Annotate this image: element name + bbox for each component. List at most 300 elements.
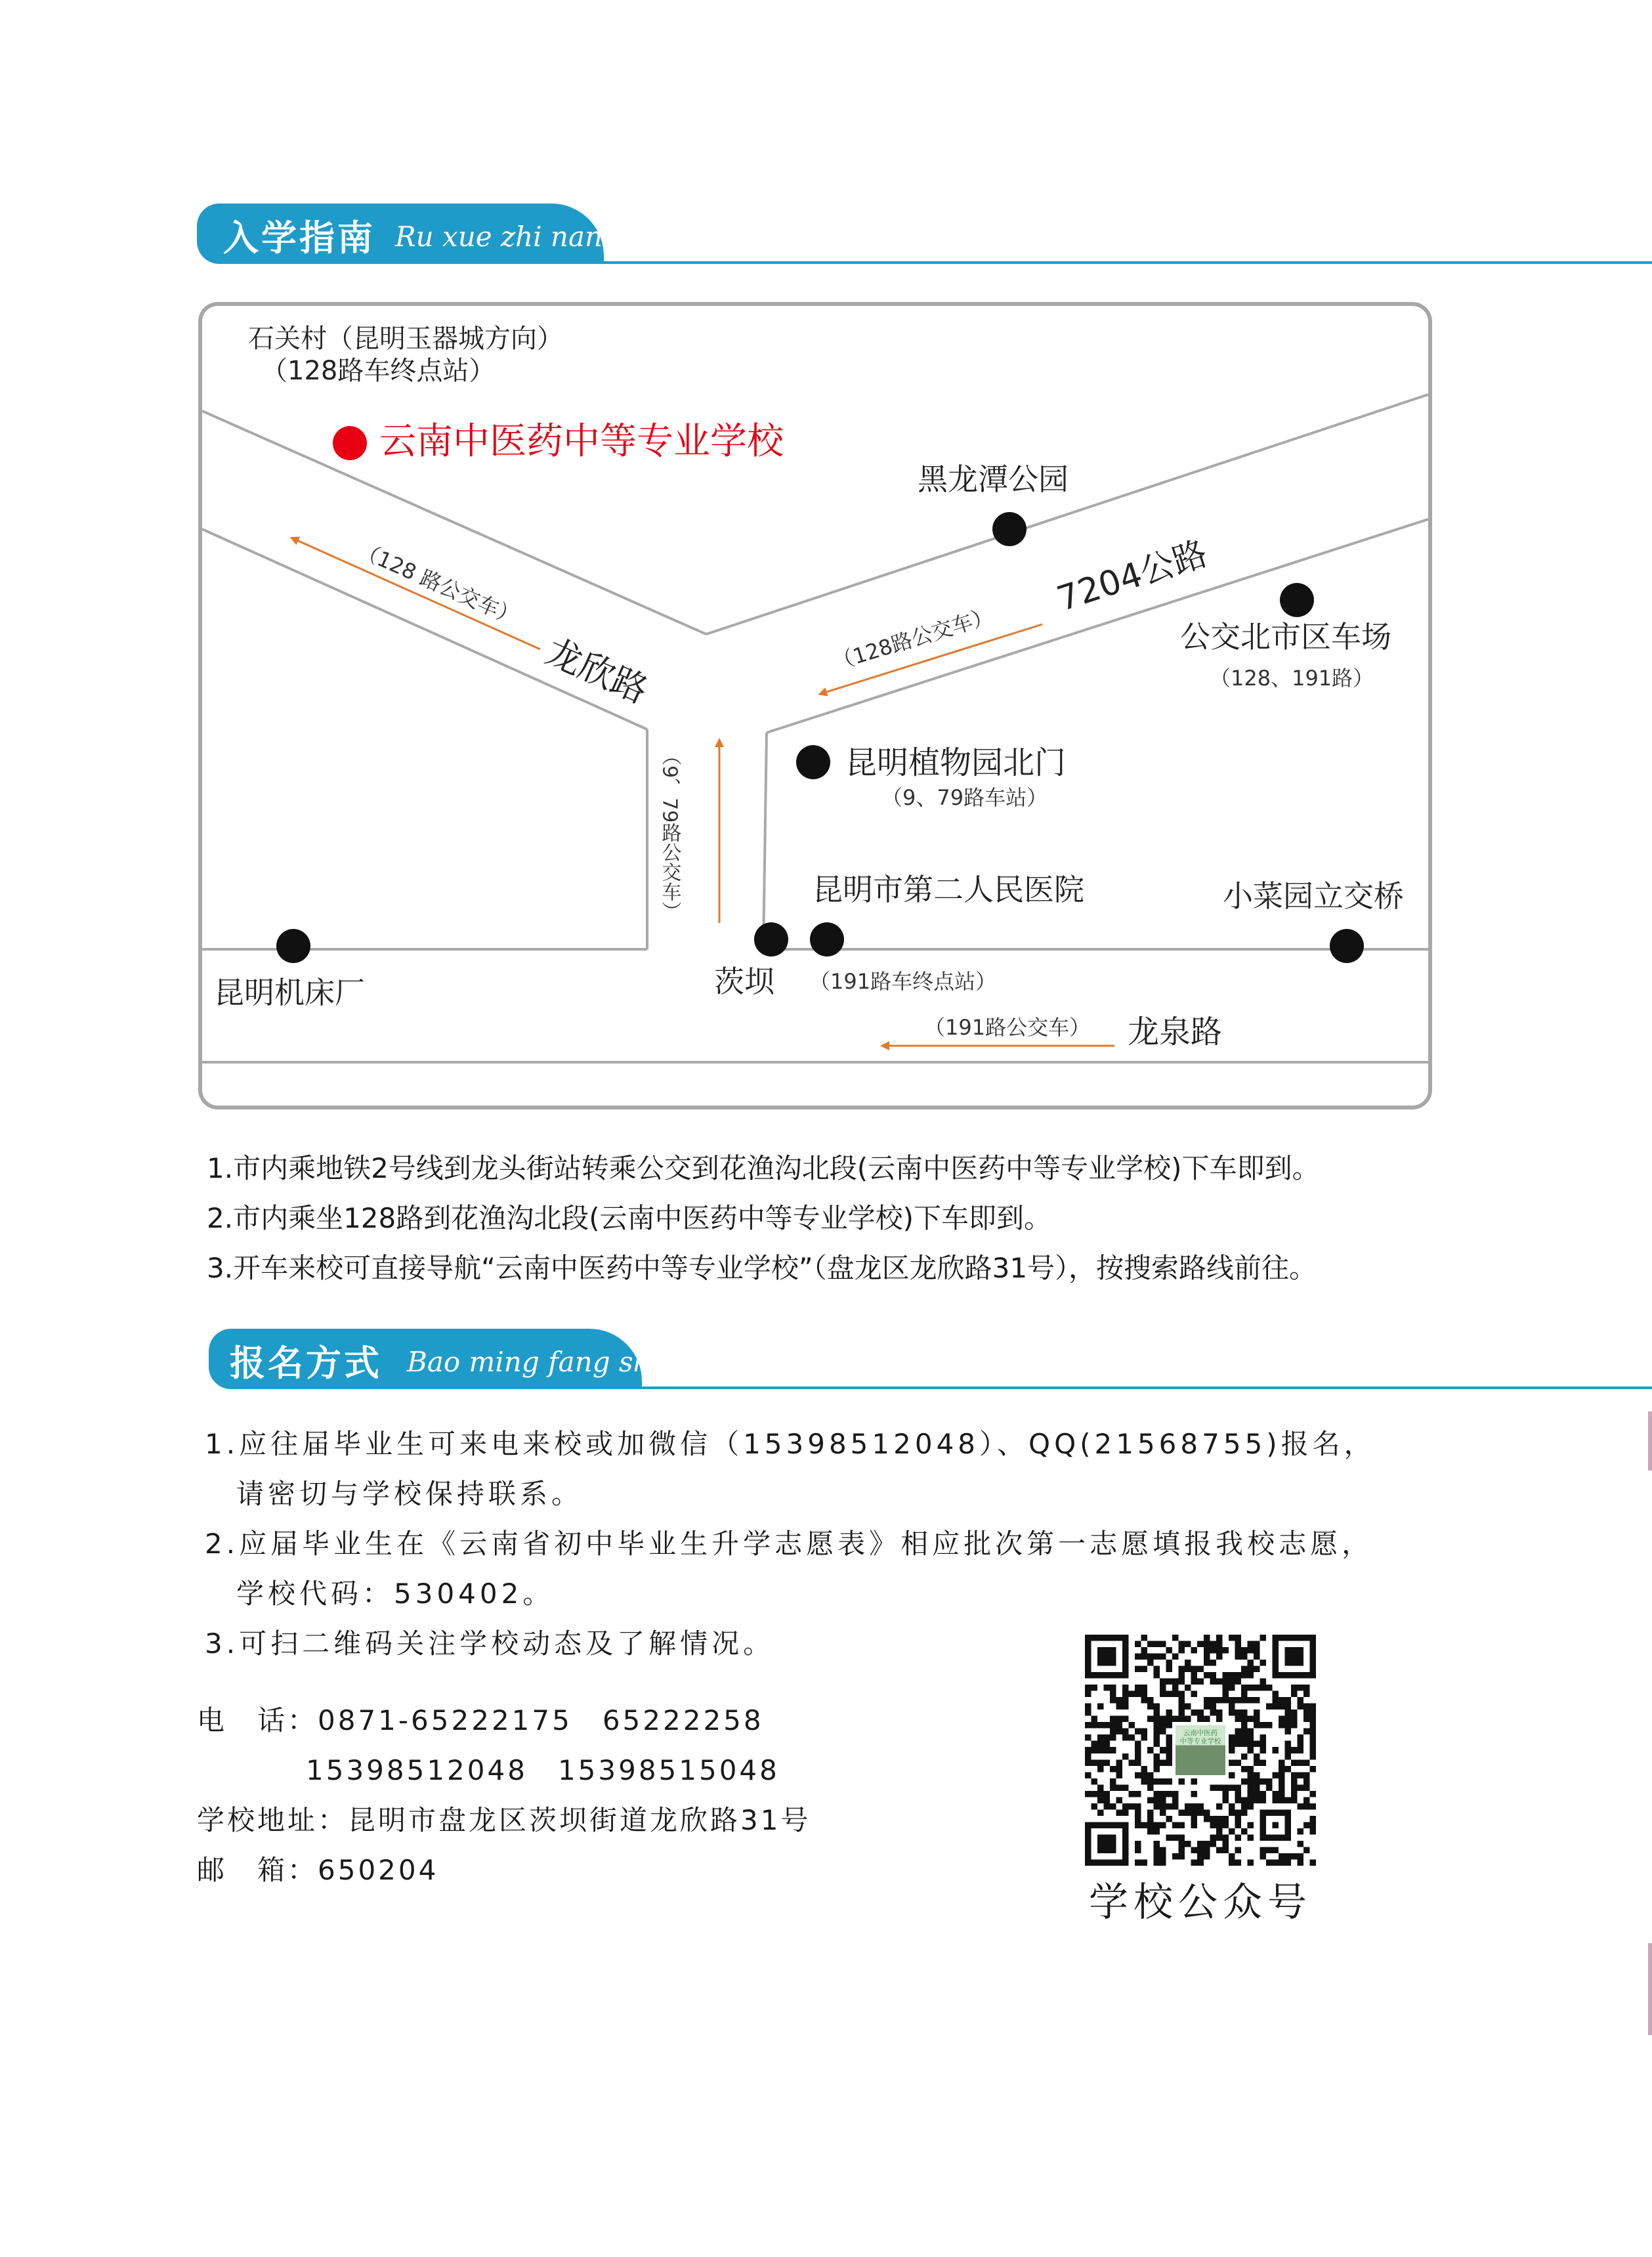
qr-module bbox=[1247, 1672, 1254, 1679]
qr-module bbox=[1197, 1679, 1204, 1685]
qr-module bbox=[1110, 1716, 1116, 1723]
qr-module bbox=[1160, 1778, 1166, 1785]
qr-module bbox=[1160, 1722, 1166, 1729]
qr-module bbox=[1160, 1853, 1166, 1860]
qr-module bbox=[1309, 1709, 1316, 1716]
qr-module bbox=[1197, 1859, 1204, 1866]
qr-module bbox=[1154, 1759, 1160, 1766]
qr-module bbox=[1110, 1691, 1116, 1698]
qr-module bbox=[1147, 1660, 1154, 1666]
qr-module bbox=[1222, 1841, 1229, 1847]
qr-module bbox=[1135, 1841, 1141, 1847]
qr-module bbox=[1166, 1691, 1173, 1698]
qr-module bbox=[1303, 1709, 1310, 1716]
qr-module bbox=[1122, 1685, 1129, 1691]
qr-module bbox=[1222, 1834, 1229, 1841]
qr-module bbox=[1160, 1859, 1166, 1866]
qr-module bbox=[1166, 1660, 1173, 1666]
qr-module bbox=[1091, 1778, 1098, 1785]
arrow-128-left bbox=[294, 539, 540, 649]
qr-logo-text-2: 中等专业学校 bbox=[1179, 1737, 1221, 1746]
qr-module bbox=[1229, 1828, 1235, 1835]
qr-module bbox=[1247, 1734, 1254, 1741]
qr-module bbox=[1091, 1759, 1098, 1766]
qr-module bbox=[1104, 1685, 1111, 1691]
qr-module bbox=[1085, 1709, 1091, 1716]
qr-module bbox=[1154, 1841, 1160, 1847]
qr-module bbox=[1104, 1741, 1111, 1748]
qr-module bbox=[1141, 1766, 1148, 1773]
qr-module bbox=[1235, 1834, 1241, 1841]
qr-module bbox=[1122, 1784, 1129, 1791]
qr-module bbox=[1303, 1803, 1310, 1810]
qr-module bbox=[1172, 1853, 1179, 1860]
qr-module bbox=[1297, 1841, 1303, 1847]
qr-logo-text-1: 云南中医药 bbox=[1183, 1729, 1218, 1738]
qr-module bbox=[1241, 1803, 1248, 1810]
qr-module bbox=[1254, 1709, 1260, 1716]
qr-module bbox=[1135, 1822, 1141, 1828]
qr-module bbox=[1160, 1716, 1166, 1723]
qr-module bbox=[1135, 1791, 1141, 1797]
qr-module bbox=[1091, 1722, 1098, 1729]
qr-module bbox=[1279, 1697, 1285, 1704]
label-bus-depot: 公交北市区车场 bbox=[1180, 619, 1391, 655]
qr-module bbox=[1172, 1679, 1179, 1685]
qr-module bbox=[1185, 1803, 1191, 1810]
qr-module bbox=[1091, 1791, 1098, 1797]
qr-module bbox=[1191, 1822, 1198, 1828]
qr-module bbox=[1241, 1709, 1248, 1716]
qr-module bbox=[1247, 1772, 1254, 1778]
qr-module bbox=[1085, 1791, 1091, 1797]
qr-module bbox=[1172, 1691, 1179, 1698]
qr-module bbox=[1141, 1635, 1148, 1641]
qr-module bbox=[1110, 1784, 1116, 1791]
contact-block bbox=[197, 1696, 811, 1895]
qr-module bbox=[1185, 1685, 1191, 1691]
qr-module bbox=[1222, 1679, 1229, 1685]
qr-module bbox=[1147, 1828, 1154, 1835]
qr-module bbox=[1284, 1797, 1291, 1803]
label-botanical-sub: （9、79路车站） bbox=[881, 785, 1048, 810]
qr-module bbox=[1179, 1641, 1185, 1648]
qr-module bbox=[1154, 1729, 1160, 1735]
qr-module bbox=[1216, 1828, 1223, 1835]
qr-module bbox=[1135, 1759, 1141, 1766]
qr-module bbox=[1272, 1691, 1279, 1698]
qr-module bbox=[1210, 1841, 1216, 1847]
qr-module bbox=[1279, 1722, 1285, 1729]
qr-module bbox=[1135, 1666, 1141, 1673]
qr-module bbox=[1097, 1704, 1104, 1710]
qr-module bbox=[1141, 1859, 1148, 1866]
qr-module bbox=[1122, 1729, 1129, 1735]
qr-module bbox=[1216, 1822, 1223, 1828]
qr-module bbox=[1229, 1784, 1235, 1791]
qr-module bbox=[1141, 1772, 1148, 1778]
qr-module bbox=[1284, 1753, 1291, 1760]
label-7204-road: 7204公路 bbox=[1052, 534, 1212, 620]
qr-module bbox=[1309, 1753, 1316, 1760]
label-machine-factory: 昆明机床厂 bbox=[214, 975, 365, 1010]
qr-module bbox=[1210, 1704, 1216, 1710]
qr-module bbox=[1166, 1791, 1173, 1797]
qr-module bbox=[1179, 1679, 1185, 1685]
qr-module bbox=[1116, 1797, 1123, 1803]
qr-module bbox=[1210, 1647, 1216, 1654]
qr-module bbox=[1166, 1666, 1173, 1673]
qr-module bbox=[1297, 1859, 1303, 1866]
school-dot bbox=[333, 426, 367, 460]
qr-module bbox=[1110, 1697, 1116, 1704]
qr-module bbox=[1229, 1741, 1235, 1748]
qr-module bbox=[1104, 1803, 1111, 1810]
qr-module bbox=[1216, 1784, 1223, 1791]
qr-module bbox=[1210, 1709, 1216, 1716]
qr-module bbox=[1122, 1691, 1129, 1698]
qr-module bbox=[1172, 1716, 1179, 1723]
qr-module bbox=[1210, 1784, 1216, 1791]
qr-module bbox=[1154, 1803, 1160, 1810]
qr-module bbox=[1147, 1716, 1154, 1723]
hospital-stop bbox=[810, 922, 844, 957]
qr-module bbox=[1179, 1716, 1185, 1723]
qr-module bbox=[1284, 1704, 1291, 1710]
qr-module bbox=[1272, 1704, 1279, 1710]
qr-module bbox=[1291, 1747, 1298, 1753]
qr-module bbox=[1279, 1759, 1285, 1766]
qr-module bbox=[1104, 1759, 1111, 1766]
qr-module bbox=[1141, 1729, 1148, 1735]
guide-list bbox=[207, 1144, 1320, 1293]
qr-module bbox=[1216, 1716, 1223, 1723]
qr-module bbox=[1104, 1747, 1111, 1753]
qr-module bbox=[1172, 1803, 1179, 1810]
qr-module bbox=[1091, 1685, 1098, 1691]
qr-module bbox=[1154, 1641, 1160, 1648]
qr-module bbox=[1297, 1853, 1303, 1860]
qr-module bbox=[1260, 1741, 1266, 1748]
qr-module bbox=[1204, 1672, 1210, 1679]
qr-module bbox=[1297, 1828, 1303, 1835]
qr-module bbox=[1284, 1747, 1291, 1753]
qr-module bbox=[1247, 1697, 1254, 1704]
qr-module bbox=[1297, 1784, 1303, 1791]
qr-module bbox=[1166, 1679, 1173, 1685]
qr-module bbox=[1135, 1654, 1141, 1660]
qr-module bbox=[1166, 1803, 1173, 1810]
qr-module bbox=[1229, 1704, 1235, 1710]
qr-module bbox=[1235, 1859, 1241, 1866]
qr-module bbox=[1154, 1847, 1160, 1853]
qr-module bbox=[1104, 1722, 1111, 1729]
qr-module bbox=[1235, 1791, 1241, 1797]
qr-module bbox=[1160, 1791, 1166, 1797]
qr-module bbox=[1309, 1816, 1316, 1822]
qr-module bbox=[1172, 1822, 1179, 1828]
qr-module bbox=[1110, 1722, 1116, 1729]
qr-module bbox=[1191, 1809, 1198, 1816]
qr-module bbox=[1147, 1654, 1154, 1660]
qr-module bbox=[1154, 1672, 1160, 1679]
qr-module bbox=[1185, 1666, 1191, 1673]
qr-module bbox=[1303, 1778, 1310, 1785]
qr-module bbox=[1154, 1797, 1160, 1803]
qr-module bbox=[1247, 1666, 1254, 1673]
qr-module bbox=[1241, 1729, 1248, 1735]
qr-module bbox=[1097, 1809, 1104, 1816]
qr-module bbox=[1135, 1691, 1141, 1698]
qr-module bbox=[1247, 1803, 1254, 1810]
qr-module bbox=[1241, 1828, 1248, 1835]
qr-module bbox=[1122, 1704, 1129, 1710]
qr-module bbox=[1166, 1722, 1173, 1729]
qr-module bbox=[1272, 1791, 1279, 1797]
label-heilongtan: 黑龙潭公园 bbox=[918, 462, 1069, 497]
qr-module bbox=[1222, 1791, 1229, 1797]
qr-module bbox=[1135, 1741, 1141, 1748]
qr-module bbox=[1260, 1778, 1266, 1785]
qr-module bbox=[1254, 1716, 1260, 1723]
qr-module bbox=[1110, 1734, 1116, 1741]
guide-item: 2.市内乘坐128路到花渔沟北段(云南中医药中等专业学校)下车即到。 bbox=[207, 1202, 1052, 1234]
qr-module bbox=[1229, 1685, 1235, 1691]
qr-module bbox=[1309, 1859, 1316, 1866]
qr-module bbox=[1222, 1697, 1229, 1704]
qr-module bbox=[1091, 1741, 1098, 1748]
qr-module bbox=[1135, 1809, 1141, 1816]
qr-module bbox=[1254, 1753, 1260, 1760]
qr-module bbox=[1166, 1709, 1173, 1716]
qr-module bbox=[1235, 1635, 1241, 1641]
qr-module bbox=[1260, 1635, 1266, 1641]
section-underline bbox=[591, 261, 1652, 264]
qr-module bbox=[1129, 1791, 1135, 1797]
qr-module bbox=[1141, 1647, 1148, 1654]
qr-module bbox=[1085, 1772, 1091, 1778]
qr-module bbox=[1179, 1847, 1185, 1853]
qr-module bbox=[1110, 1803, 1116, 1810]
section-header-apply bbox=[209, 1329, 1449, 1392]
qr-module bbox=[1241, 1809, 1248, 1816]
section-pinyin: Ru xue zhi nan bbox=[395, 221, 603, 253]
apply-item: 2.应届毕业生在《云南省初中毕业生升学志愿表》相应批次第一志愿填报我校志愿， bbox=[205, 1528, 1374, 1560]
qr-module bbox=[1091, 1747, 1098, 1753]
road-botanical-vertical bbox=[763, 733, 767, 949]
qr-module bbox=[1291, 1797, 1298, 1803]
qr-module bbox=[1297, 1747, 1303, 1753]
qr-module bbox=[1279, 1784, 1285, 1791]
qr-module bbox=[1254, 1654, 1260, 1660]
qr-module bbox=[1284, 1766, 1291, 1773]
qr-module bbox=[1247, 1766, 1254, 1773]
qr-module bbox=[1309, 1791, 1316, 1797]
route-map bbox=[198, 302, 1432, 1109]
section-title: 报名方式 bbox=[230, 1343, 382, 1384]
qr-module bbox=[1104, 1791, 1111, 1797]
qr-module bbox=[1116, 1766, 1123, 1773]
edge-mark bbox=[1648, 1943, 1652, 2035]
qr-module bbox=[1129, 1759, 1135, 1766]
qr-module bbox=[1160, 1691, 1166, 1698]
qr-module bbox=[1097, 1722, 1104, 1729]
qr-module bbox=[1191, 1691, 1198, 1698]
qr-module bbox=[1260, 1722, 1266, 1729]
qr-module bbox=[1154, 1741, 1160, 1748]
qr-module bbox=[1204, 1654, 1210, 1660]
qr-module bbox=[1141, 1691, 1148, 1698]
qr-module bbox=[1179, 1834, 1185, 1841]
roads bbox=[202, 395, 1428, 1062]
label-botanical: 昆明植物园北门 bbox=[845, 744, 1067, 781]
qr-module bbox=[1235, 1784, 1241, 1791]
apply-item: 1.应往届毕业生可来电来校或加微信（15398512048）、QQ(21568755)报名， bbox=[205, 1428, 1376, 1460]
qr-module bbox=[1229, 1809, 1235, 1816]
qr-module bbox=[1309, 1828, 1316, 1835]
qr-module bbox=[1247, 1747, 1254, 1753]
apply-list bbox=[205, 1419, 1376, 1669]
postcode-value: 650204 bbox=[318, 1854, 439, 1886]
qr-module bbox=[1241, 1654, 1248, 1660]
qr-module bbox=[1291, 1772, 1298, 1778]
qr-module bbox=[1179, 1709, 1185, 1716]
qr-module bbox=[1309, 1716, 1316, 1723]
qr-module bbox=[1235, 1847, 1241, 1853]
qr-module bbox=[1229, 1709, 1235, 1716]
qr-module bbox=[1260, 1734, 1266, 1741]
qr-module bbox=[1147, 1797, 1154, 1803]
qr-module bbox=[1097, 1766, 1104, 1773]
qr-module bbox=[1247, 1685, 1254, 1691]
qr-module bbox=[1254, 1791, 1260, 1797]
qr-module bbox=[1284, 1697, 1291, 1704]
qr-code-icon[interactable] bbox=[1085, 1635, 1316, 1866]
qr-module bbox=[1235, 1679, 1241, 1685]
qr-module bbox=[1154, 1716, 1160, 1723]
qr-module bbox=[1179, 1704, 1185, 1710]
qr-module bbox=[1235, 1729, 1241, 1735]
qr-module bbox=[1204, 1853, 1210, 1860]
qr-module bbox=[1241, 1697, 1248, 1704]
qr-module bbox=[1122, 1803, 1129, 1810]
qr-module bbox=[1135, 1753, 1141, 1760]
label-school: 云南中医药中等专业学校 bbox=[379, 420, 784, 463]
qr-module bbox=[1204, 1660, 1210, 1666]
qr-module bbox=[1254, 1772, 1260, 1778]
qr-module bbox=[1191, 1679, 1198, 1685]
qr-module bbox=[1247, 1641, 1254, 1648]
qr-module bbox=[1254, 1784, 1260, 1791]
qr-module bbox=[1210, 1697, 1216, 1704]
qr-module bbox=[1229, 1697, 1235, 1704]
label-xiaocaiyuan: 小菜园立交桥 bbox=[1223, 878, 1404, 914]
qr-module bbox=[1210, 1679, 1216, 1685]
qr-module bbox=[1260, 1759, 1266, 1766]
qr-module bbox=[1197, 1716, 1204, 1723]
qr-module bbox=[1135, 1803, 1141, 1810]
chaba-stop bbox=[754, 922, 788, 957]
qr-module bbox=[1279, 1772, 1285, 1778]
qr-module bbox=[1247, 1791, 1254, 1797]
qr-module bbox=[1147, 1772, 1154, 1778]
qr-module bbox=[1279, 1853, 1285, 1860]
label-shiguancun-sub: （128路车终点站） bbox=[261, 356, 496, 386]
qr-module bbox=[1147, 1704, 1154, 1710]
qr-module bbox=[1241, 1685, 1248, 1691]
qr-module bbox=[1154, 1704, 1160, 1710]
qr-module bbox=[1309, 1722, 1316, 1729]
qr-module bbox=[1204, 1697, 1210, 1704]
qr-module bbox=[1116, 1784, 1123, 1791]
qr-module bbox=[1122, 1753, 1129, 1760]
qr-module bbox=[1241, 1797, 1248, 1803]
qr-module bbox=[1241, 1647, 1248, 1654]
label-bus-depot-sub: （128、191路） bbox=[1210, 666, 1374, 691]
road-longxin bbox=[202, 529, 647, 729]
qr-module bbox=[1141, 1822, 1148, 1828]
qr-module bbox=[1297, 1734, 1303, 1741]
qr-module bbox=[1247, 1729, 1254, 1735]
qr-module bbox=[1172, 1797, 1179, 1803]
qr-module bbox=[1291, 1853, 1298, 1860]
qr-module bbox=[1303, 1759, 1310, 1766]
qr-module bbox=[1204, 1841, 1210, 1847]
qr-module bbox=[1135, 1641, 1141, 1648]
qr-module bbox=[1147, 1816, 1154, 1822]
qr-module bbox=[1172, 1834, 1179, 1841]
qr-module bbox=[1303, 1704, 1310, 1710]
qr-module bbox=[1297, 1741, 1303, 1748]
qr-module bbox=[1241, 1778, 1248, 1785]
qr-module bbox=[1284, 1741, 1291, 1748]
qr-module bbox=[1129, 1722, 1135, 1729]
qr-module bbox=[1247, 1859, 1254, 1866]
qr-module bbox=[1160, 1685, 1166, 1691]
qr-module bbox=[1254, 1666, 1260, 1673]
qr-module bbox=[1085, 1691, 1091, 1698]
qr-module bbox=[1284, 1859, 1291, 1866]
qr-module bbox=[1216, 1847, 1223, 1853]
qr-module bbox=[1185, 1641, 1191, 1648]
qr-module bbox=[1229, 1734, 1235, 1741]
qr-module bbox=[1110, 1766, 1116, 1773]
qr-module bbox=[1279, 1791, 1285, 1797]
label-bus-128-left: （128 路公交车） bbox=[354, 537, 522, 631]
qr-module bbox=[1291, 1759, 1298, 1766]
qr-module bbox=[1191, 1709, 1198, 1716]
qr-module bbox=[1216, 1697, 1223, 1704]
qr-module bbox=[1179, 1841, 1185, 1847]
qr-module bbox=[1085, 1722, 1091, 1729]
qr-module bbox=[1254, 1722, 1260, 1729]
apply-item-cont: 请密切与学校保持联系。 bbox=[236, 1478, 583, 1510]
qr-module bbox=[1191, 1666, 1198, 1673]
qr-module bbox=[1104, 1797, 1111, 1803]
label-chaba: 茨坝 bbox=[714, 964, 774, 999]
qr-module bbox=[1291, 1784, 1298, 1791]
qr-module bbox=[1266, 1784, 1273, 1791]
qr-module bbox=[1260, 1685, 1266, 1691]
qr-module bbox=[1116, 1704, 1123, 1710]
qr-module bbox=[1129, 1734, 1135, 1741]
qr-module bbox=[1247, 1741, 1254, 1748]
qr-module bbox=[1272, 1747, 1279, 1753]
qr-module bbox=[1141, 1685, 1148, 1691]
qr-module bbox=[1291, 1685, 1298, 1691]
qr-module bbox=[1216, 1816, 1223, 1822]
qr-module bbox=[1135, 1685, 1141, 1691]
